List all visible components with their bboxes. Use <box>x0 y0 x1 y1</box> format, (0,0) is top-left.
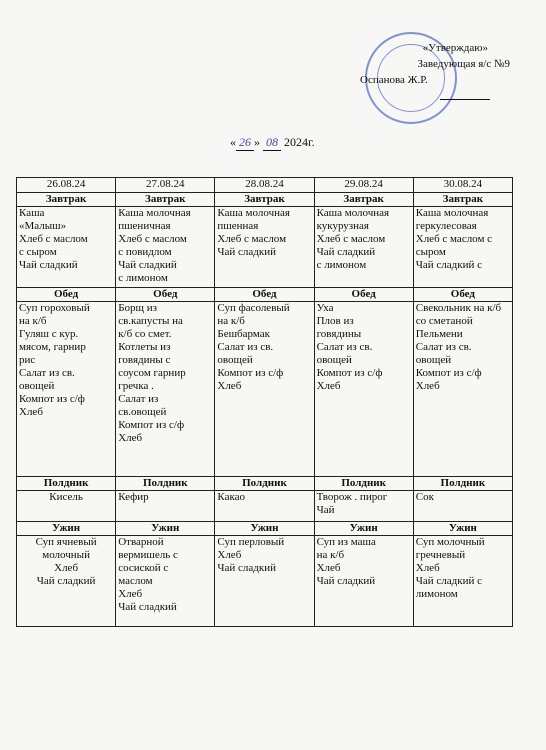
date-year: 2024г. <box>284 135 315 149</box>
meal-label: Завтрак <box>314 193 413 207</box>
date-cell: 29.08.24 <box>314 178 413 193</box>
meal-header-breakfast <box>17 193 513 207</box>
menu-cell: Борщ из св.капусты на к/б со смет. Котлеты из говядины с соусом гарнир гречка . Салат из св.овощей Компот из с/ф Хлеб <box>116 302 215 477</box>
menu-cell: Каша молочная кукурузная Хлеб с маслом Чай сладкий с лимоном <box>314 207 413 288</box>
meal-label: Обед <box>413 288 512 302</box>
date-header-row <box>17 178 513 193</box>
meal-label: Полдник <box>413 477 512 491</box>
meal-label: Завтрак <box>17 193 116 207</box>
menu-cell: Свекольник на к/б со сметаной Пельмени Салат из св. овощей Компот из с/ф Хлеб <box>413 302 512 477</box>
date-cell: 26.08.24 <box>17 178 116 193</box>
meal-label: Полдник <box>17 477 116 491</box>
menu-cell: Какао <box>215 491 314 522</box>
meal-label: Ужин <box>215 522 314 536</box>
approval-position: Заведующая я/с №9 <box>417 58 510 70</box>
approval-name: Оспанова Ж.Р. <box>360 74 428 86</box>
menu-cell: Суп ячневый молочный Хлеб Чай сладкий <box>17 536 116 627</box>
menu-cell: Творож . пирог Чай <box>314 491 413 522</box>
menu-cell: Каша молочная пшеничная Хлеб с маслом с повидлом Чай сладкий с лимоном <box>116 207 215 288</box>
meal-header-dinner <box>17 522 513 536</box>
dinner-row <box>17 536 513 627</box>
menu-cell: Каша «Малыш» Хлеб с маслом с сыром Чай сладкий <box>17 207 116 288</box>
menu-cell: Суп из маша на к/б Хлеб Чай сладкий <box>314 536 413 627</box>
menu-cell: Кисель <box>17 491 116 522</box>
menu-cell: Каша молочная геркулесовая Хлеб с маслом с сыром Чай сладкий с <box>413 207 512 288</box>
breakfast-row <box>17 207 513 288</box>
meal-label: Обед <box>215 288 314 302</box>
date-cell: 30.08.24 <box>413 178 512 193</box>
meal-label: Обед <box>17 288 116 302</box>
approval-title: «Утверждаю» <box>422 42 488 54</box>
date-month: 08 <box>263 135 281 151</box>
date-day: 26 <box>236 135 254 151</box>
meal-label: Завтрак <box>215 193 314 207</box>
menu-cell: Суп молочный гречневый Хлеб Чай сладкий с лимоном <box>413 536 512 627</box>
menu-cell: Уха Плов из говядины Салат из св. овощей Компот из с/ф Хлеб <box>314 302 413 477</box>
menu-cell: Суп перловый Хлеб Чай сладкий <box>215 536 314 627</box>
meal-label: Полдник <box>116 477 215 491</box>
date-open-quote: « <box>230 135 236 149</box>
snack-row <box>17 491 513 522</box>
approval-block <box>360 40 510 88</box>
meal-label: Завтрак <box>413 193 512 207</box>
meal-label: Полдник <box>215 477 314 491</box>
date-close-quote: » <box>254 135 260 149</box>
signature-line <box>440 99 490 100</box>
menu-cell: Каша молочная пшенная Хлеб с маслом Чай сладкий <box>215 207 314 288</box>
date-cell: 27.08.24 <box>116 178 215 193</box>
meal-label: Завтрак <box>116 193 215 207</box>
meal-label: Обед <box>314 288 413 302</box>
meal-label: Ужин <box>17 522 116 536</box>
meal-label: Ужин <box>314 522 413 536</box>
meal-label: Обед <box>116 288 215 302</box>
menu-cell: Сок <box>413 491 512 522</box>
menu-cell: Отварной вермишель с сосиской с маслом Хлеб Чай сладкий <box>116 536 215 627</box>
meal-label: Полдник <box>314 477 413 491</box>
meal-label: Ужин <box>116 522 215 536</box>
menu-table <box>16 177 513 627</box>
meal-header-lunch <box>17 288 513 302</box>
meal-label: Ужин <box>413 522 512 536</box>
menu-cell: Суп фасолевый на к/б Бешбармак Салат из св. овощей Компот из с/ф Хлеб <box>215 302 314 477</box>
approval-date <box>230 135 315 151</box>
lunch-row <box>17 302 513 477</box>
meal-header-snack <box>17 477 513 491</box>
menu-cell: Суп гороховый на к/б Гуляш с кур. мясом, гарнир рис Салат из св. овощей Компот из с/ф Хлеб <box>17 302 116 477</box>
date-cell: 28.08.24 <box>215 178 314 193</box>
menu-cell: Кефир <box>116 491 215 522</box>
